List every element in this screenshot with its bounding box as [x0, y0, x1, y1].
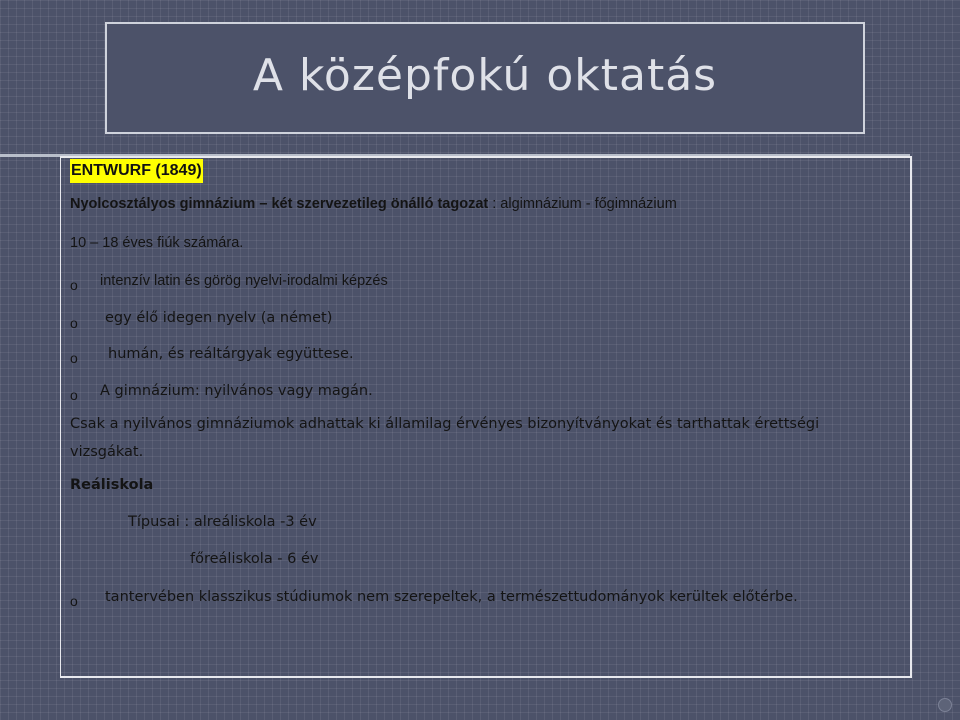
bullet-marker: o — [70, 387, 78, 403]
bullet-item: humán, és reáltárgyak együttese. — [108, 346, 354, 362]
bullet-marker: o — [70, 350, 78, 366]
paragraph-line-2: vizsgákat. — [70, 444, 144, 460]
slide-title: A középfokú oktatás — [252, 50, 718, 101]
corner-circle-icon — [938, 698, 952, 712]
tipusai-line: Típusai : alreáliskola -3 év — [128, 514, 317, 530]
bullet-marker: o — [70, 277, 78, 293]
bullet-item: intenzív latin és görög nyelvi-irodalmi képzés — [100, 273, 388, 289]
bullet-marker: o — [70, 315, 78, 331]
realiskola-heading: Reáliskola — [70, 477, 154, 493]
age-line: 10 – 18 éves fiúk számára. — [70, 235, 244, 251]
bullet-item: egy élő idegen nyelv (a német) — [105, 310, 333, 326]
gimnazium-line — [70, 196, 677, 212]
gimnazium-bold-b: – két szervezetileg önálló tagozat — [255, 196, 489, 212]
title-box — [105, 22, 865, 134]
bullet-marker: o — [70, 593, 78, 609]
gimnazium-rest: : algimnázium - főgimnázium — [488, 196, 677, 212]
bullet-item: A gimnázium: nyilvános vagy magán. — [100, 383, 373, 399]
gimnazium-bold-a: Nyolcosztályos gimnázium — [70, 196, 256, 212]
forealiskola-line: főreáliskola - 6 év — [190, 551, 319, 567]
last-bullet-item: tantervében klasszikus stúdiumok nem szerepeltek, a természettudományok kerültek előtérbe. — [105, 589, 798, 605]
heading-entwurf: ENTWURF (1849) — [70, 159, 203, 183]
paragraph-line-1: Csak a nyilvános gimnáziumok adhattak ki államilag érvényes bizonyítványokat és tarthattak érettségi — [70, 416, 820, 432]
